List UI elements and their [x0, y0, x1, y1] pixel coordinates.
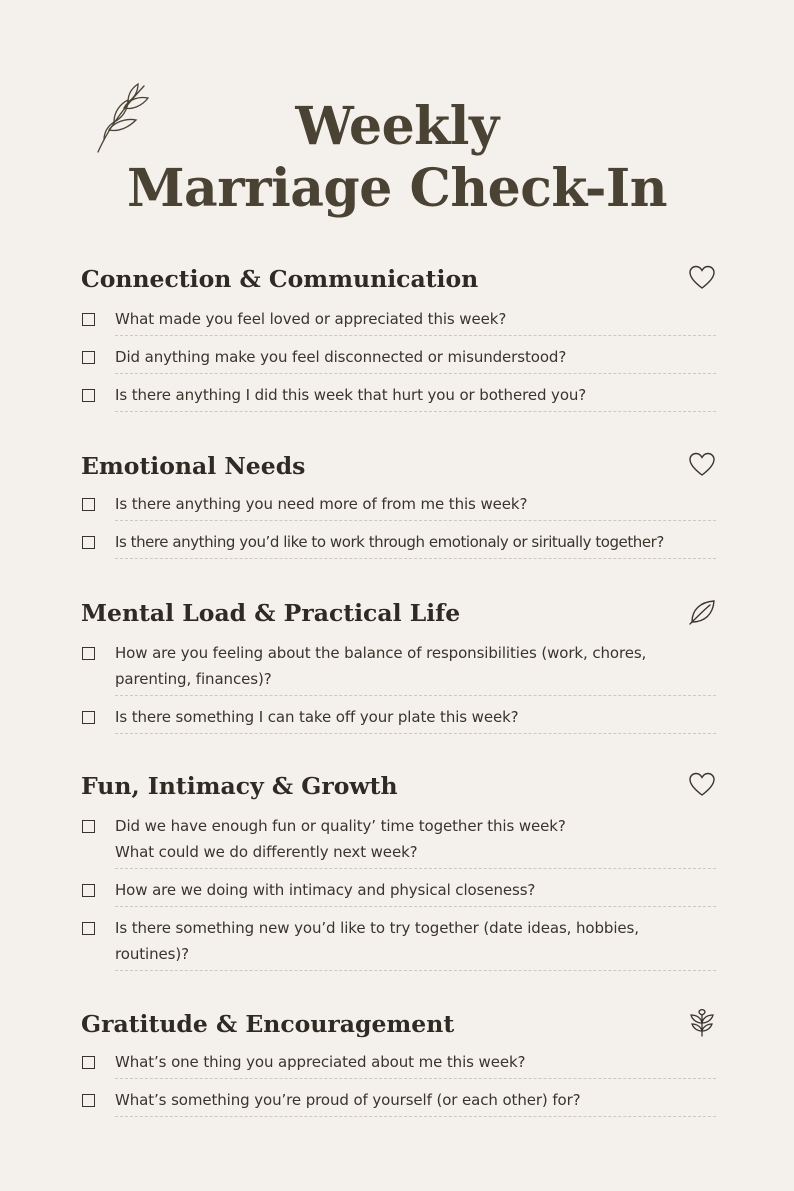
checklist-item [80, 915, 716, 971]
section-header [80, 1009, 716, 1045]
section-title: Connection & Communication [81, 265, 479, 293]
checkbox[interactable] [82, 498, 95, 511]
checkbox[interactable] [82, 1094, 95, 1107]
section-title: Mental Load & Practical Life [81, 599, 461, 627]
page-title [0, 96, 794, 220]
question-text: Did anything make you feel disconnected or misunderstood? [115, 344, 716, 374]
checklist-item [80, 529, 716, 559]
section-title: Gratitude & Encouragement [81, 1010, 455, 1038]
title-line-1: Weekly [295, 96, 499, 157]
checkbox[interactable] [82, 711, 95, 724]
section-fun-intimacy-growth [80, 771, 716, 971]
sprout-icon [688, 1009, 716, 1037]
checkbox[interactable] [82, 389, 95, 402]
checkbox[interactable] [82, 313, 95, 326]
question-text: Did we have enough fun or quality’ time together this week? What could we do differently next week? [115, 813, 716, 869]
checklist-item [80, 1087, 716, 1117]
question-text: Is there anything you need more of from me this week? [115, 491, 716, 521]
checkbox[interactable] [82, 351, 95, 364]
checklist-item [80, 704, 716, 734]
checklist-item [80, 877, 716, 907]
question-text: What’s something you’re proud of yourself (or each other) for? [115, 1087, 716, 1117]
section-gratitude-encouragement [80, 1009, 716, 1117]
heart-icon [688, 451, 716, 479]
section-header [80, 598, 716, 634]
title-line-2: Marriage Check-In [126, 158, 668, 219]
question-text: What’s one thing you appreciated about me this week? [115, 1049, 716, 1079]
checklist-item [80, 306, 716, 336]
question-text: Is there anything you’d like to work through emotionaly or siritually together? [115, 529, 716, 559]
checklist-item [80, 813, 716, 869]
section-connection-communication [80, 264, 716, 412]
question-text: Is there something I can take off your plate this week? [115, 704, 716, 734]
question-text: Is there something new you’d like to try together (date ideas, hobbies, routines)? [115, 915, 716, 971]
checkbox[interactable] [82, 647, 95, 660]
checkbox[interactable] [82, 1056, 95, 1069]
question-text: What made you feel loved or appreciated this week? [115, 306, 716, 336]
section-title: Fun, Intimacy & Growth [81, 772, 398, 800]
checklist-item [80, 491, 716, 521]
checklist-item [80, 640, 716, 696]
question-text: How are we doing with intimacy and physical closeness? [115, 877, 716, 907]
section-title: Emotional Needs [81, 452, 306, 480]
question-text: Is there anything I did this week that hurt you or bothered you? [115, 382, 716, 412]
section-emotional-needs [80, 451, 716, 559]
checkbox[interactable] [82, 536, 95, 549]
checklist-item [80, 344, 716, 374]
checklist-item [80, 1049, 716, 1079]
section-header [80, 771, 716, 807]
section-header [80, 451, 716, 487]
question-text: How are you feeling about the balance of responsibilities (work, chores, parenting, finances)? [115, 640, 716, 696]
checkbox[interactable] [82, 922, 95, 935]
heart-icon [688, 264, 716, 292]
section-header [80, 264, 716, 300]
checkbox[interactable] [82, 820, 95, 833]
heart-icon [688, 771, 716, 799]
section-mental-load [80, 598, 716, 734]
checklist-item [80, 382, 716, 412]
checkbox[interactable] [82, 884, 95, 897]
leaf-icon [688, 598, 716, 626]
